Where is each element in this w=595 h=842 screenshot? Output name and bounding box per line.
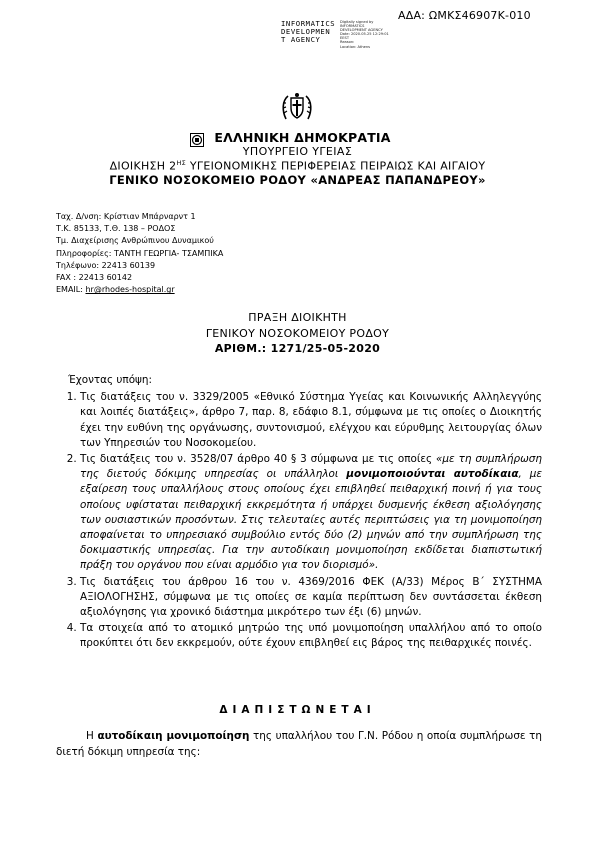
hospital-name: ΓΕΝΙΚΟ ΝΟΣΟΚΟΜΕΙΟ ΡΟΔΟΥ «ΑΝΔΡΕΑΣ ΠΑΠΑΝΔΡΕΟΥ» <box>109 173 486 187</box>
fax-line: FAX : 22413 60142 <box>56 273 133 283</box>
email-link[interactable]: hr@rhodes-hospital.gr <box>85 285 175 295</box>
ida-signature-watermark <box>281 20 335 44</box>
info-line: Πληροφορίες: ΤΑΝΤΗ ΓΕΩΡΓΙΑ- ΤΣΑΜΠΙΚΑ <box>56 248 224 258</box>
signature-line: EEST <box>340 36 350 41</box>
watermark-line-1: INFORMATICS <box>281 19 336 28</box>
email-line <box>56 284 223 296</box>
department-line: Τμ. Διαχείρισης Ανθρώπινου Δυναμικού <box>56 236 214 246</box>
final-pre: Η <box>86 730 98 742</box>
signature-line: INFORMATICS <box>340 24 365 29</box>
address-line: Ταχ. Δ/νση: Κρίστιαν Μπάρναρντ 1 <box>56 212 196 221</box>
watermark-line-3: T AGENCY <box>281 35 321 44</box>
item2-text: Τις διατάξεις του ν. 3528/07 άρθρο 40 § 3 σύμφωνα με τις οποίες <box>80 453 437 466</box>
postal-line: Τ.Κ. 85133, Τ.Θ. 138 – ΡΟΔΟΣ <box>56 224 176 234</box>
item2-quote-start: «με τη συμπλήρωση της διετούς δόκιμης υπηρεσίας οι υπάλληλοι <box>80 453 542 481</box>
directorate-superscript: ΗΣ <box>176 159 187 167</box>
ministry-name: ΥΠΟΥΡΓΕΙΟ ΥΓΕΙΑΣ <box>242 145 353 158</box>
consideration-item-1: 1. Τις διατάξεις του ν. 3329/2005 «Εθνικό Σύστημα Υγείας και Κοινωνικής Αλληλεγγύης και λοιπές διατάξεις», άρθρο 7, παρ. 8, εδάφιο 8.1, σύμφωνα με τις οποίες ο Διοικητής έχει την ευθύνη της οργάνωσης, συντονισμού, ελέγχου και εύρυθμης λειτουργίας όλων των Υπηρεσιών του Νοσοκομείου. <box>80 390 542 451</box>
greek-coat-of-arms-emblem <box>280 91 314 123</box>
act-number: ΑΡΙΘΜ.: 1271/25-05-2020 <box>214 342 381 355</box>
signature-line: Location: Athens <box>340 44 370 49</box>
directorate-name <box>0 159 595 173</box>
consideration-item-3: 3. Τις διατάξεις του άρθρου 16 του ν. 4369/2016 ΦΕΚ (Α/33) Μέρος Β΄ ΣΥΣΤΗΜΑ ΑΞΙΟΛΟΓΗΣΗΣ, σύμφωνα με τις οποίες σε καμία περίπτωση δεν συντάσσεται έκθεση αξιολόγησης για χρονικό διάστημα μικρότερο των έξι (6) μηνών. <box>80 575 542 621</box>
act-subtitle: ΓΕΝΙΚΟΥ ΝΟΣΟΚΟΜΕΙΟΥ ΡΟΔΟΥ <box>205 326 390 340</box>
item2-quote-end: , με εξαίρεση τους υπαλλήλους στους οποίους έχει επιβληθεί πειθαρχική ποινή ή για τους οποίους υφίσταται πειθαρχική εκκρεμότητα ή υπάρχει δυσμενής έκθεση αξιολόγησης των ουσιαστικών προσόντων. Στις τελευταίες αυτές περιπτώσεις για τη μονιμοποίηση αποφαίνεται το υπηρεσιακό συμβούλιο εντός δύο (2) μηνών από την συμπλήρωση της δοκιμαστικής υπηρεσίας. Για την αυτοδίκαιη μονιμοποίηση εκδίδεται διαπιστωτική πράξη του οργάνου που είναι αρμόδιο για τον διορισμό». <box>80 468 542 572</box>
directorate-prefix: ΔΙΟΙΚΗΣΗ 2 <box>109 159 177 173</box>
considerations-list <box>56 390 542 651</box>
email-label: EMAIL: <box>56 285 86 295</box>
item2-emphasis: μονιμοποιούνται αυτοδίκαια <box>346 468 519 481</box>
considerations-section <box>56 373 542 653</box>
final-bold: αυτοδίκαιη μονιμοποίηση <box>97 730 250 742</box>
signature-line: Date: 2020.05.25 12:29:01 <box>340 32 389 37</box>
act-title-block <box>0 310 595 357</box>
republic-title: ΕΛΛΗΝΙΚΗ ΔΗΜΟΚΡΑΤΙΑ <box>214 130 391 145</box>
directorate-suffix: ΥΓΕΙΟΝΟΜΙΚΗΣ ΠΕΡΙΦΕΡΕΙΑΣ ΠΕΙΡΑΙΩΣ ΚΑΙ ΑΙΓΑΙΟΥ <box>186 159 486 173</box>
signature-line: Digitally signed by <box>340 20 374 24</box>
consideration-item-4: 4. Τα στοιχεία από το ατομικό μητρώο της υπό μονιμοποίηση υπαλλήλου από το οποίο προκύπτει ότι δεν εκκρεμούν, ούτε έχουν επιβληθεί εις βάρος της πειθαρχικές ποινές. <box>80 621 542 651</box>
phone-line: Τηλέφωνο: 22413 60139 <box>56 260 156 270</box>
final-post: της υπαλλήλου του Γ.Ν. Ρόδου η οποία συμπλήρωσε τη διετή δόκιμη υπηρεσία της: <box>56 730 542 758</box>
signature-line: DEVELOPMENT AGENCY <box>340 28 383 33</box>
digital-signature-details <box>340 20 389 49</box>
contact-block <box>56 211 223 296</box>
signature-line: Reason: <box>340 40 355 45</box>
consideration-item-2 <box>80 452 542 574</box>
diapistonetai-heading: ΔΙΑΠΙΣΤΩΝΕΤΑΙ <box>219 704 376 716</box>
ada-code: ΑΔΑ: ΩΜΚΣ46907Κ-010 <box>398 9 531 22</box>
act-title: ΠΡΑΞΗ ΔΙΟΙΚΗΤΗ <box>248 311 347 324</box>
considerations-intro: Έχοντας υπόψη: <box>68 374 152 386</box>
final-paragraph <box>56 729 542 760</box>
watermark-line-2: DEVELOPMEN <box>281 27 331 36</box>
